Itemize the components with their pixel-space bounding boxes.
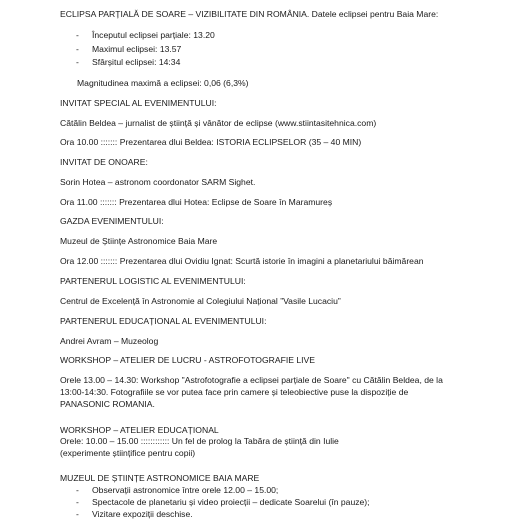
eclipse-end-item: Sfârșitul eclipsei: 14:34 <box>92 57 181 67</box>
magnitude-text: Magnitudinea maximă a eclipsei: 0,06 (6,3%) <box>77 78 249 88</box>
workshop-astro-line-1: Orele 13.00 – 14.30: Workshop "Astrofotografie a eclipsei parțiale de Soare" cu Cătălin Beldea, de la <box>60 375 443 385</box>
special-guest-schedule: Ora 10.00 ::::::: Prezentarea dlui Beldea: ISTORIA ECLIPSELOR (35 – 40 MIN) <box>60 137 362 147</box>
bullet-dash: - <box>76 57 79 67</box>
host-schedule: Ora 12.00 ::::::: Prezentarea dlui Ovidiu Ignat: Scurtă istorie în imagini a planetariului băimărean <box>60 256 424 266</box>
museum-activity-item: Spectacole de planetariu și video proiecții – dedicate Soarelui (în pauze); <box>92 497 370 507</box>
host-heading: GAZDA EVENIMENTULUI: <box>60 216 164 226</box>
bullet-dash: - <box>76 485 79 495</box>
museum-activity-item: Vizitare expoziții deschise. <box>92 509 193 519</box>
eclipse-heading: ECLIPSA PARȚIALĂ DE SOARE – VIZIBILITATE DIN ROMÂNIA. Datele eclipsei pentru Baia Mare: <box>60 9 439 19</box>
workshop-edu-line-2: (experimente științifice pentru copii) <box>60 448 196 458</box>
bullet-dash: - <box>76 30 79 40</box>
logistic-partner-name: Centrul de Excelență în Astronomie al Colegiului Național ”Vasile Lucaciu” <box>60 296 341 306</box>
workshop-edu-line-1: Orele: 10.00 – 15.00 :::::::::::: Un fel de prolog la Tabăra de știință din Iulie <box>60 436 339 446</box>
honor-guest-heading: INVITAT DE ONOARE: <box>60 157 148 167</box>
museum-heading: MUZEUL DE ȘTIINȚE ASTRONOMICE BAIA MARE <box>60 473 260 483</box>
host-name: Muzeul de Științe Astronomice Baia Mare <box>60 236 218 246</box>
workshop-edu-heading: WORKSHOP – ATELIER EDUCAȚIONAL <box>60 425 219 435</box>
special-guest-name: Cătălin Beldea – jurnalist de știință și vânător de eclipse (www.stiintasitehnica.com) <box>60 118 377 128</box>
honor-guest-schedule: Ora 11.00 ::::::: Prezentarea dlui Hotea: Eclipse de Soare în Maramureș <box>60 197 333 207</box>
special-guest-heading: INVITAT SPECIAL AL EVENIMENTULUI: <box>60 98 217 108</box>
bullet-dash: - <box>76 509 79 519</box>
eclipse-max-item: Maximul eclipsei: 13.57 <box>92 44 182 54</box>
honor-guest-name: Sorin Hotea – astronom coordonator SARM Sighet. <box>60 177 256 187</box>
workshop-astro-line-3: PANASONIC ROMANIA. <box>60 399 155 409</box>
education-partner-heading: PARTENERUL EDUCAȚIONAL AL EVENIMENTULUI: <box>60 316 267 326</box>
museum-activity-item: Observații astronomice între orele 12.00 – 15.00; <box>92 485 279 495</box>
logistic-partner-heading: PARTENERUL LOGISTIC AL EVENIMENTULUI: <box>60 276 246 286</box>
bullet-dash: - <box>76 497 79 507</box>
workshop-astro-heading: WORKSHOP – ATELIER DE LUCRU - ASTROFOTOGRAFIE LIVE <box>60 355 315 365</box>
education-partner-name: Andrei Avram – Muzeolog <box>60 336 159 346</box>
bullet-dash: - <box>76 44 79 54</box>
eclipse-start-item: Începutul eclipsei parțiale: 13.20 <box>92 30 215 40</box>
workshop-astro-line-2: 13:00-14:30. Fotografiile se vor putea face prin camere și teleobiective puse la dispoziție de <box>60 387 409 397</box>
